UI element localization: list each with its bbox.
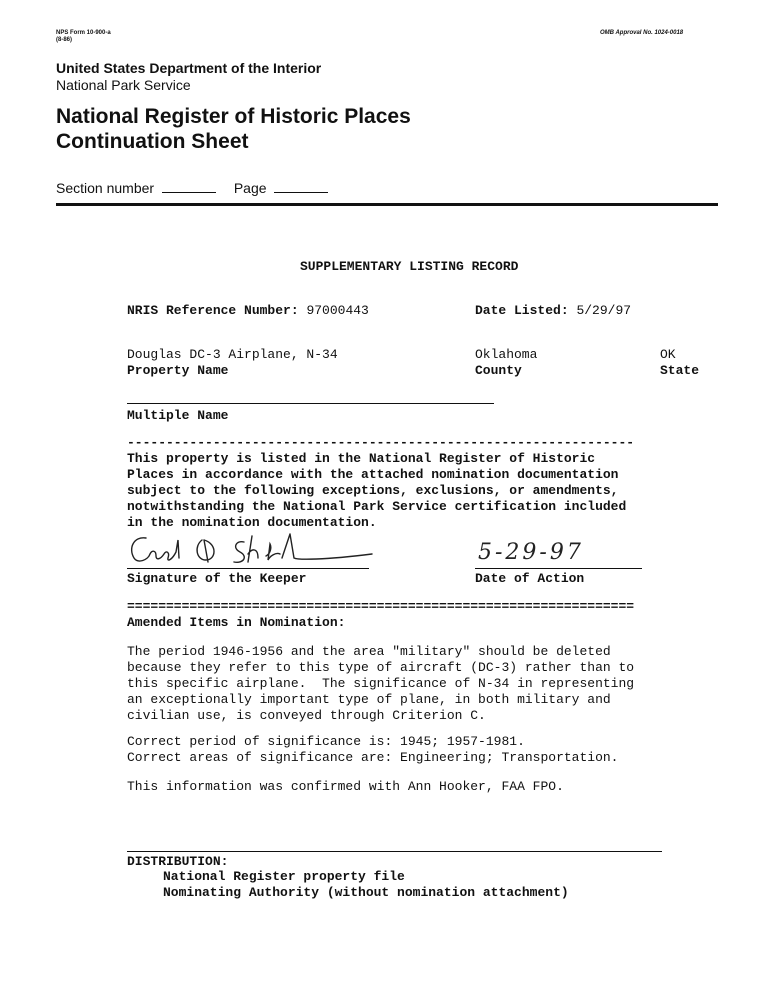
omb-approval: OMB Approval No. 1024-0018 — [600, 30, 684, 36]
nris-value: 97000443 — [306, 303, 369, 318]
correct-areas: Correct areas of significance are: Engineering; Transportation. — [127, 750, 619, 765]
equals-separator: ================================================================= — [127, 599, 635, 614]
record-heading: SUPPLEMENTARY LISTING RECORD — [300, 259, 519, 274]
confirmation-note: This information was confirmed with Ann Hooker, FAA FPO. — [127, 779, 564, 794]
listing-statement: This property is listed in the National Register of Historic Places in accordance with the attached nomination documentation subject to the following exceptions, exclusions, or amendments, notwithstanding the National Park Service certification included in the nomination documentation. — [127, 451, 627, 530]
section-page-line — [56, 180, 328, 196]
date-of-action-label: Date of Action — [475, 571, 585, 586]
service-name: National Park Service — [56, 77, 191, 93]
signature-line — [127, 568, 369, 569]
distribution-item: Nominating Authority (without nomination attachment) — [163, 885, 569, 900]
property-name-label: Property Name — [127, 363, 229, 378]
date-listed-label: Date Listed: — [475, 303, 569, 318]
keeper-signature — [124, 530, 374, 572]
distribution-item: National Register property file — [163, 869, 405, 884]
form-title: National Register of Historic Places Continuation Sheet — [56, 105, 411, 153]
signature-label: Signature of the Keeper — [127, 571, 307, 586]
date-listed — [475, 303, 631, 319]
page-label: Page — [233, 180, 267, 196]
county-value: Oklahoma — [475, 347, 538, 362]
state-value: OK — [660, 347, 676, 362]
distribution-list — [163, 869, 569, 901]
correct-period: Correct period of significance is: 1945; 1957-1981. — [127, 734, 525, 749]
multiple-name-label: Multiple Name — [127, 408, 229, 423]
nris-label: NRIS Reference Number: — [127, 303, 299, 318]
amended-paragraph: The period 1946-1956 and the area "military" should be deleted because they refer to this type of aircraft (DC-3) rather than to this specific airplane. The significance of N-34 in representing an exceptionally important type of plane, in both military and civilian use, is conveyed through Criterion C. — [127, 644, 635, 723]
nris-reference — [127, 303, 369, 319]
header-rule — [56, 203, 718, 206]
form-number: NPS Form 10-900-a (8-86) — [56, 30, 111, 43]
page-field[interactable] — [274, 182, 328, 193]
property-name-value: Douglas DC-3 Airplane, N-34 — [127, 347, 338, 362]
date-of-action-handwritten: 5-29-97 — [478, 540, 584, 565]
section-number-field[interactable] — [162, 182, 216, 193]
state-label: State — [660, 363, 700, 378]
section-number-label: Section number — [56, 180, 155, 196]
distribution-rule — [127, 851, 662, 852]
amended-heading: Amended Items in Nomination: — [127, 615, 346, 630]
dash-separator: ----------------------------------------------------------------- — [127, 435, 635, 450]
distribution-label: DISTRIBUTION: — [127, 854, 229, 869]
date-of-action-line — [475, 568, 642, 569]
date-listed-value: 5/29/97 — [576, 303, 632, 318]
multiple-name-line — [127, 403, 494, 404]
county-label: County — [475, 363, 522, 378]
department-name: United States Department of the Interior — [56, 60, 322, 76]
